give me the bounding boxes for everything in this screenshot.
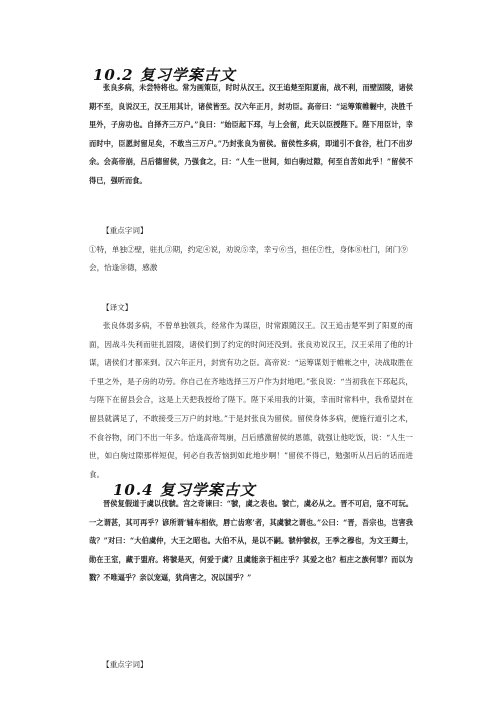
classical-text-paragraph-2: 晋侯复假道于虞以伐虢。宫之奇谏曰：“虢，虞之表也。虢亡，虞必从之。晋不可启，寇不可玩。一之谓甚，其可再乎？谚所谓‘辅车相依，唇亡齿寒’者，其虞虢之谓也。”公曰：“晋，吾宗也，岂害我哉？”对曰：“大伯虞仲，大王之昭也。大伯不从，是以不嗣。虢仲虢叔，王季之穆也，为文王卿士，勋在王室，藏于盟府。将虢是灭，何爱于虞？且虞能亲于桓庄乎？其爱之也？桓庄之族何罪？而以为戮？不唯逼乎？亲以宠逼，犹尚害之，况以国乎？” bbox=[89, 499, 413, 583]
translation-paragraph: 张良体弱多病，不曾单独领兵，经常作为谋臣，时常跟随汉王。汉王追击楚军到了阳夏的南面，因战斗失利而驻扎固陵，诸侯们到了约定的时间还没到。张良劝说汉王，汉王采用了他的计谋，诸侯们才都来到。汉六年正月，封赏有功之臣。高帝说：“运筹谋划于帷帐之中，决战取胜在千里之外，是子房的功劳。你自己在齐地选择三万户作为封地吧。”张良说：“当初我在下邳起兵，与陛下在留县会合，这是上天把我授给了陛下。陛下采用我的计策，幸而时常料中，我希望封在留县就满足了，不敢接受三万户的封地。”于是封张良为留侯。留侯身体多病，便施行道引之术，不食谷物，闭门不出一年多。恰逢高帝驾崩，吕后感激留侯的恩德，就强让他吃饭，说：“人生一世，如白驹过隙那样短促，何必自我苦恼到如此地步啊！”留侯不得已，勉强听从吕后的话而进食。 bbox=[89, 321, 413, 479]
translation-heading: 【译文】 bbox=[102, 303, 133, 312]
section-title-10-4: 10.4 复习学案古文 bbox=[113, 481, 256, 499]
vocab-heading: 【重点字词】 bbox=[102, 226, 148, 235]
vocab-list: ①特，单独②壁，驻扎③期，约定④说，劝说⑤幸，幸亏⑥当，担任⑦性，身体⑧杜门，闭门⑨会，恰逢⑩德，感激 bbox=[89, 245, 408, 273]
vocab-heading-2: 【重点字词】 bbox=[102, 660, 148, 669]
section-title-10-2: 10.2 复习学案古文 bbox=[93, 66, 236, 84]
classical-text-paragraph: 张良多病，未尝特将也。常为画策臣，时时从汉王。汉王追楚至阳夏南，战不利，而壁固陵，诸侯期不至，良说汉王，汉王用其计，诸侯皆至。汉六年正月，封功臣。高帝曰：“运筹策帷幄中，决胜千里外，子房功也。自择齐三万户。”良曰：“始臣起下邳，与上会留，此天以臣授陛下。陛下用臣计，幸而时中，臣愿封留足矣，不敢当三万户。”乃封张良为留侯。留侯性多病，即道引不食谷，杜门不出岁余。会高帝崩，吕后德留侯，乃强食之，曰：“人生一世间，如白驹过隙，何至自苦如此乎！”留侯不得已，强听而食。 bbox=[89, 83, 413, 185]
